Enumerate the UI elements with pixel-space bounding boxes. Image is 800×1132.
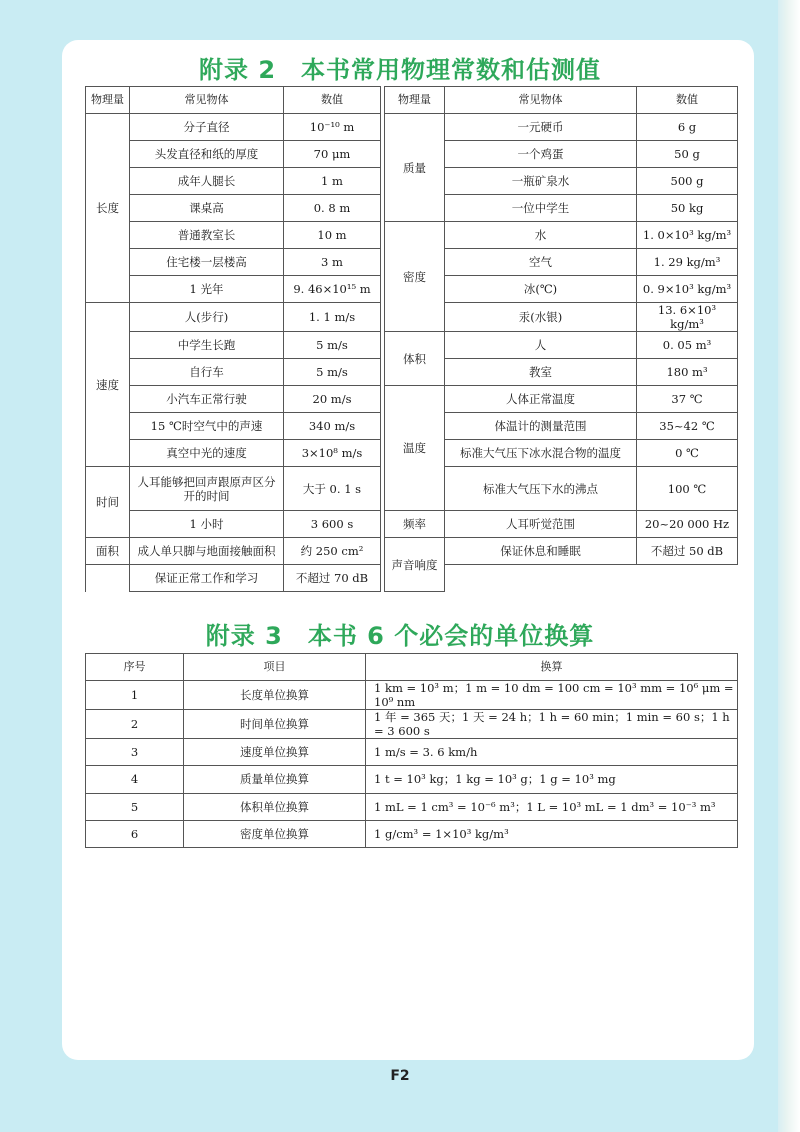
item-cell: 时间单位换算 — [184, 710, 366, 739]
column-gap — [381, 467, 385, 511]
column-header: 数值 — [284, 87, 381, 114]
quantity-cell: 面积 — [86, 538, 130, 565]
value-cell: 0. 05 m³ — [637, 332, 738, 359]
value-cell: 6 g — [637, 114, 738, 141]
table-header-row — [86, 654, 738, 681]
value-cell: 10⁻¹⁰ m — [284, 114, 381, 141]
object-cell: 水 — [445, 222, 637, 249]
value-cell: 不超过 50 dB — [637, 538, 738, 565]
value-cell: 50 g — [637, 141, 738, 168]
table-row — [86, 681, 738, 710]
value-cell: 1. 0×10³ kg/m³ — [637, 222, 738, 249]
column-gap — [381, 168, 385, 195]
value-cell: 0. 9×10³ kg/m³ — [637, 276, 738, 303]
object-cell: 成年人腿长 — [130, 168, 284, 195]
item-cell: 速度单位换算 — [184, 739, 366, 766]
object-cell: 人体正常温度 — [445, 386, 637, 413]
value-cell: 约 250 cm² — [284, 538, 381, 565]
object-cell: 课桌高 — [130, 195, 284, 222]
row-number: 4 — [86, 766, 184, 793]
object-cell: 标准大气压下冰水混合物的温度 — [445, 440, 637, 467]
table-row — [86, 710, 738, 739]
item-cell: 质量单位换算 — [184, 766, 366, 793]
object-cell: 住宅楼一层楼高 — [130, 249, 284, 276]
column-header: 换算 — [366, 654, 738, 681]
object-cell: 头发直径和纸的厚度 — [130, 141, 284, 168]
table-row — [86, 820, 738, 847]
object-cell: 一位中学生 — [445, 195, 637, 222]
object-cell: 体温计的测量范围 — [445, 413, 637, 440]
value-cell: 3×10⁸ m/s — [284, 440, 381, 467]
row-number: 1 — [86, 681, 184, 710]
object-cell: 成人单只脚与地面接触面积 — [130, 538, 284, 565]
column-gap — [381, 249, 385, 276]
column-gap — [381, 141, 385, 168]
table-row — [86, 511, 738, 538]
object-cell: 教室 — [445, 359, 637, 386]
object-cell: 标准大气压下水的沸点 — [445, 467, 637, 511]
table-row — [86, 114, 738, 141]
row-number: 3 — [86, 739, 184, 766]
table-row — [86, 332, 738, 359]
item-cell: 长度单位换算 — [184, 681, 366, 710]
object-cell: 冰(℃) — [445, 276, 637, 303]
column-header: 常见物体 — [445, 87, 637, 114]
conversion-cell: 1 年 = 365 天；1 天 = 24 h；1 h = 60 min；1 min = 60 s；1 h = 3 600 s — [366, 710, 738, 739]
quantity-cell: 频率 — [385, 511, 445, 538]
conversion-cell: 1 mL = 1 cm³ = 10⁻⁶ m³；1 L = 10³ mL = 1 dm³ = 10⁻³ m³ — [366, 793, 738, 820]
object-cell: 一瓶矿泉水 — [445, 168, 637, 195]
table-header-row — [86, 87, 738, 114]
object-cell: 一元硬币 — [445, 114, 637, 141]
value-cell: 5 m/s — [284, 359, 381, 386]
value-cell: 5 m/s — [284, 332, 381, 359]
object-cell: 人耳能够把回声跟原声区分开的时间 — [130, 467, 284, 511]
constants-table — [85, 86, 738, 592]
page-number: F2 — [390, 1068, 410, 1084]
value-cell: 0. 8 m — [284, 195, 381, 222]
column-gap — [381, 303, 385, 332]
value-cell: 0 ℃ — [637, 440, 738, 467]
object-cell: 分子直径 — [130, 114, 284, 141]
value-cell: 9. 46×10¹⁵ m — [284, 276, 381, 303]
quantity-cell: 速度 — [86, 303, 130, 467]
table-row — [86, 766, 738, 793]
value-cell: 13. 6×10³ kg/m³ — [637, 303, 738, 332]
value-cell: 大于 0. 1 s — [284, 467, 381, 511]
conversion-cell: 1 g/cm³ = 1×10³ kg/m³ — [366, 820, 738, 847]
value-cell: 50 kg — [637, 195, 738, 222]
value-cell: 500 g — [637, 168, 738, 195]
column-gap — [381, 413, 385, 440]
page-edge — [778, 0, 800, 1132]
value-cell: 35~42 ℃ — [637, 413, 738, 440]
object-cell: 中学生长跑 — [130, 332, 284, 359]
object-cell: 普通教室长 — [130, 222, 284, 249]
value-cell: 20 m/s — [284, 386, 381, 413]
object-cell: 一个鸡蛋 — [445, 141, 637, 168]
conversion-cell: 1 t = 10³ kg；1 kg = 10³ g；1 g = 10³ mg — [366, 766, 738, 793]
quantity-cell: 温度 — [385, 386, 445, 511]
column-header: 数值 — [637, 87, 738, 114]
object-cell: 汞(水银) — [445, 303, 637, 332]
column-header: 物理量 — [86, 87, 130, 114]
appendix3-title: 附录 3 本书 6 个必会的单位换算 — [205, 622, 595, 650]
object-cell: 1 光年 — [130, 276, 284, 303]
value-cell: 3 m — [284, 249, 381, 276]
table-row — [86, 222, 738, 249]
unit-conversion-table — [85, 653, 738, 848]
object-cell: 真空中光的速度 — [130, 440, 284, 467]
table-row — [86, 386, 738, 413]
row-number: 6 — [86, 820, 184, 847]
value-cell: 180 m³ — [637, 359, 738, 386]
value-cell: 不超过 70 dB — [284, 565, 381, 592]
object-cell: 小汽车正常行驶 — [130, 386, 284, 413]
column-gap — [381, 359, 385, 386]
column-gap — [381, 440, 385, 467]
column-gap — [86, 565, 130, 592]
row-number: 5 — [86, 793, 184, 820]
appendix2-title: 附录 2 本书常用物理常数和估测值 — [198, 56, 602, 84]
item-cell: 密度单位换算 — [184, 820, 366, 847]
table-row — [86, 739, 738, 766]
value-cell: 340 m/s — [284, 413, 381, 440]
value-cell: 37 ℃ — [637, 386, 738, 413]
quantity-cell: 时间 — [86, 467, 130, 538]
row-number: 2 — [86, 710, 184, 739]
column-gap — [381, 276, 385, 303]
object-cell: 空气 — [445, 249, 637, 276]
column-gap — [381, 195, 385, 222]
column-header: 常见物体 — [130, 87, 284, 114]
object-cell: 保证休息和睡眠 — [445, 538, 637, 565]
value-cell: 3 600 s — [284, 511, 381, 538]
quantity-cell: 质量 — [385, 114, 445, 222]
quantity-cell: 密度 — [385, 222, 445, 332]
column-header: 物理量 — [385, 87, 445, 114]
value-cell: 70 μm — [284, 141, 381, 168]
column-header: 序号 — [86, 654, 184, 681]
object-cell: 自行车 — [130, 359, 284, 386]
value-cell: 100 ℃ — [637, 467, 738, 511]
table-row — [86, 538, 738, 565]
conversion-cell: 1 m/s = 3. 6 km/h — [366, 739, 738, 766]
value-cell: 1. 29 kg/m³ — [637, 249, 738, 276]
value-cell: 10 m — [284, 222, 381, 249]
object-cell: 1 小时 — [130, 511, 284, 538]
value-cell: 1 m — [284, 168, 381, 195]
object-cell: 保证正常工作和学习 — [130, 565, 284, 592]
conversion-cell: 1 km = 10³ m；1 m = 10 dm = 100 cm = 10³ mm = 10⁶ μm = 10⁹ nm — [366, 681, 738, 710]
table-row — [86, 793, 738, 820]
object-cell: 人 — [445, 332, 637, 359]
quantity-cell: 声音响度 — [385, 538, 445, 592]
quantity-cell: 长度 — [86, 114, 130, 303]
column-header: 项目 — [184, 654, 366, 681]
object-cell: 人(步行) — [130, 303, 284, 332]
quantity-cell: 体积 — [385, 332, 445, 386]
object-cell: 15 ℃时空气中的声速 — [130, 413, 284, 440]
value-cell: 20~20 000 Hz — [637, 511, 738, 538]
object-cell: 人耳听觉范围 — [445, 511, 637, 538]
item-cell: 体积单位换算 — [184, 793, 366, 820]
value-cell: 1. 1 m/s — [284, 303, 381, 332]
